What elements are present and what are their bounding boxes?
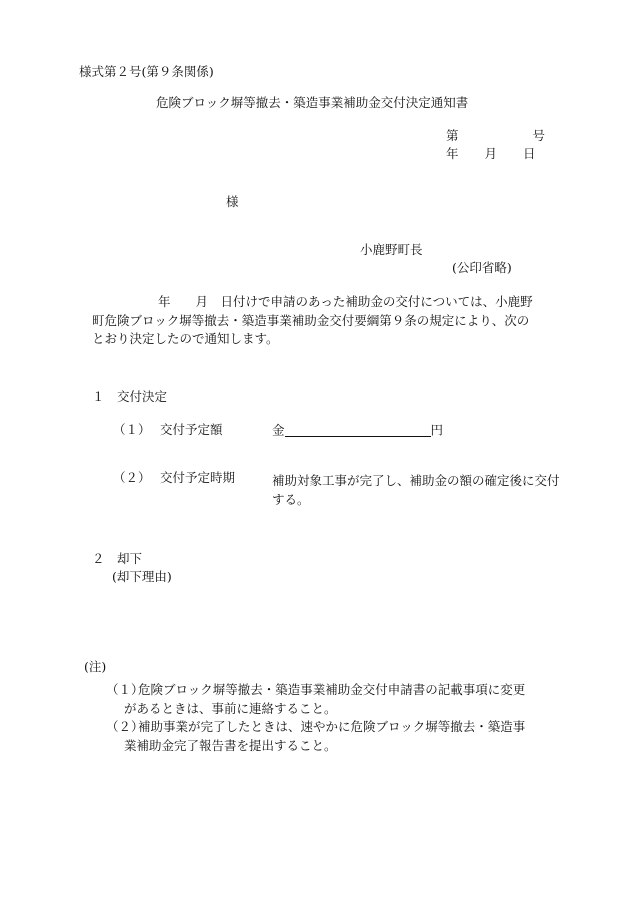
date-day: 日 — [523, 146, 536, 161]
document-number — [446, 130, 545, 143]
note-line-2: 業補助金完了報告書を提出すること。 — [124, 737, 337, 753]
document-number-prefix: 第 — [446, 128, 459, 143]
note-line-1: 危険ブロック塀等撤去・築造事業補助金交付申請書の記載事項に変更 — [138, 682, 526, 697]
amount-blank-line — [285, 424, 431, 437]
form-number: 様式第２号(第９条関係) — [79, 64, 214, 79]
section-1-heading: １ 交付決定 — [92, 389, 168, 404]
body-line-1: 年 月 日付けで申請のあった補助金の交付については、小鹿野 — [158, 294, 533, 309]
note-number: （１） — [106, 682, 144, 697]
note-line-1: 補助事業が完了したときは、速やかに危険ブロック塀等撤去・築造事 — [138, 719, 526, 734]
amount-field — [272, 424, 443, 437]
item-2-value: 補助対象工事が完了し、補助金の額の確定後に交付する。 — [272, 473, 560, 507]
note-item — [106, 718, 566, 755]
body-paragraph — [92, 293, 562, 349]
note-line-2: があるときは、事前に連絡すること。 — [124, 700, 337, 716]
body-line-3: とおり決定したので通知します。 — [92, 331, 279, 346]
document-number-suffix: 号 — [532, 128, 546, 143]
issue-date — [446, 148, 536, 161]
item-1-number: （１） — [113, 422, 151, 437]
issuer-name: 小鹿野町長 — [360, 242, 423, 257]
note-number: （２） — [106, 719, 144, 734]
section-2-reason-label: (却下理由) — [112, 569, 172, 584]
note-item — [106, 681, 566, 718]
item-1-label: 交付予定額 — [160, 422, 223, 437]
amount-unit: 円 — [430, 422, 444, 438]
document-title: 危険ブロック塀等撤去・築造事業補助金交付決定通知書 — [156, 95, 469, 110]
notes-heading: (注) — [84, 659, 107, 674]
item-2-number: （２） — [113, 470, 151, 485]
date-month: 月 — [484, 146, 498, 161]
amount-prefix: 金 — [272, 422, 285, 438]
section-2-heading: ２ 却下 — [92, 551, 143, 566]
addressee-suffix: 様 — [226, 194, 239, 209]
body-line-2: 町危険ブロック塀等撤去・築造事業補助金交付要綱第９条の規定により、次の — [92, 312, 530, 328]
seal-note: (公印省略) — [452, 260, 512, 275]
item-2-label: 交付予定時期 — [160, 470, 236, 485]
date-year: 年 — [446, 146, 459, 161]
